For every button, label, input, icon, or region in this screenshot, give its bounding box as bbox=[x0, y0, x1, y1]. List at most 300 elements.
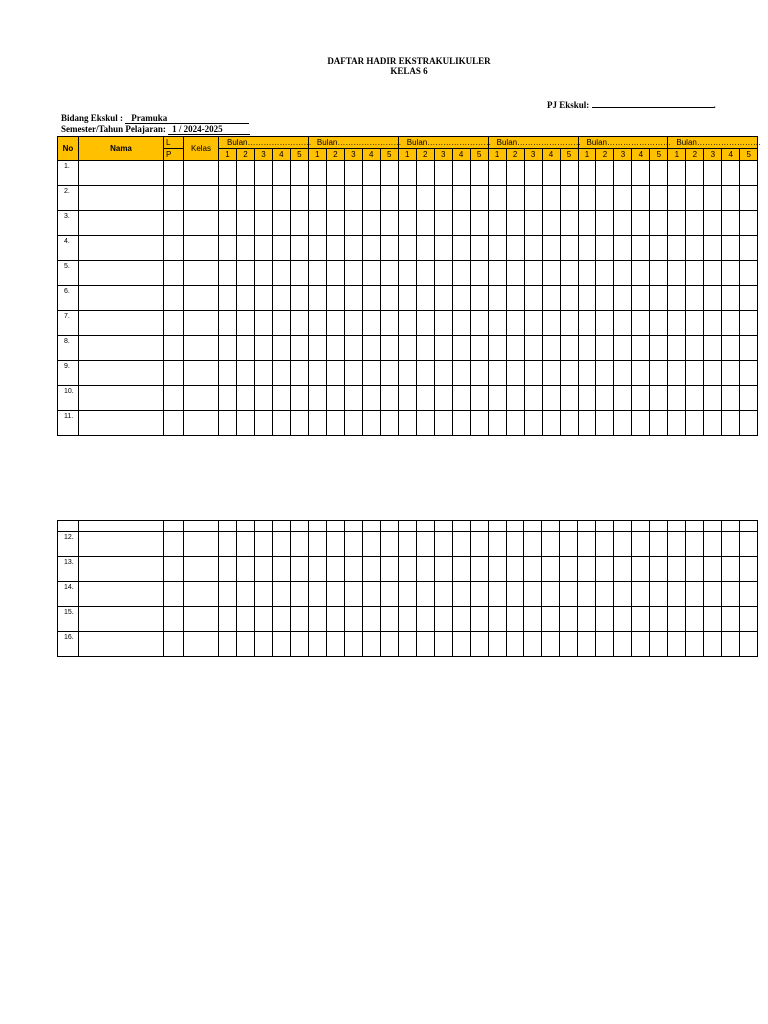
blank-cell bbox=[614, 521, 632, 532]
name-cell bbox=[79, 411, 164, 436]
week-header: 1 bbox=[308, 149, 326, 161]
attendance-cell bbox=[704, 386, 722, 411]
attendance-cell bbox=[452, 532, 470, 557]
attendance-cell bbox=[452, 286, 470, 311]
attendance-cell bbox=[254, 211, 272, 236]
attendance-cell bbox=[578, 161, 596, 186]
attendance-cell bbox=[254, 557, 272, 582]
gender-cell bbox=[164, 532, 184, 557]
col-no-header: No bbox=[58, 137, 79, 161]
attendance-cell bbox=[704, 211, 722, 236]
attendance-cell bbox=[542, 411, 560, 436]
attendance-cell bbox=[506, 211, 524, 236]
attendance-cell bbox=[236, 336, 254, 361]
attendance-cell bbox=[722, 161, 740, 186]
attendance-cell bbox=[668, 361, 686, 386]
week-header: 5 bbox=[740, 149, 758, 161]
attendance-cell bbox=[614, 557, 632, 582]
week-header: 2 bbox=[506, 149, 524, 161]
class-cell bbox=[184, 557, 219, 582]
gender-cell bbox=[164, 211, 184, 236]
attendance-cell bbox=[668, 582, 686, 607]
attendance-cell bbox=[686, 236, 704, 261]
attendance-cell bbox=[219, 632, 237, 657]
class-cell bbox=[184, 286, 219, 311]
attendance-cell bbox=[290, 582, 308, 607]
row-number: 5. bbox=[58, 261, 79, 286]
table-row bbox=[58, 557, 758, 582]
class-cell bbox=[184, 411, 219, 436]
week-header: 1 bbox=[668, 149, 686, 161]
attendance-cell bbox=[344, 632, 362, 657]
attendance-cell bbox=[614, 161, 632, 186]
attendance-cell bbox=[578, 211, 596, 236]
blank-cell bbox=[416, 521, 434, 532]
gender-cell bbox=[164, 311, 184, 336]
attendance-cell bbox=[272, 311, 290, 336]
attendance-cell bbox=[416, 311, 434, 336]
attendance-cell bbox=[254, 336, 272, 361]
attendance-cell bbox=[488, 632, 506, 657]
attendance-cell bbox=[632, 236, 650, 261]
blank-cell bbox=[668, 521, 686, 532]
attendance-cell bbox=[740, 582, 758, 607]
attendance-cell bbox=[578, 236, 596, 261]
attendance-cell bbox=[380, 261, 398, 286]
attendance-cell bbox=[362, 236, 380, 261]
blank-cell bbox=[740, 521, 758, 532]
attendance-cell bbox=[488, 557, 506, 582]
attendance-cell bbox=[308, 161, 326, 186]
attendance-cell bbox=[614, 632, 632, 657]
name-cell bbox=[79, 186, 164, 211]
attendance-cell bbox=[542, 582, 560, 607]
attendance-cell bbox=[488, 186, 506, 211]
attendance-cell bbox=[219, 186, 237, 211]
attendance-cell bbox=[668, 286, 686, 311]
class-cell bbox=[184, 361, 219, 386]
attendance-cell bbox=[740, 186, 758, 211]
attendance-cell bbox=[470, 607, 488, 632]
attendance-cell bbox=[542, 632, 560, 657]
attendance-cell bbox=[542, 532, 560, 557]
attendance-cell bbox=[542, 186, 560, 211]
attendance-cell bbox=[722, 311, 740, 336]
attendance-cell bbox=[344, 186, 362, 211]
attendance-cell bbox=[542, 361, 560, 386]
class-cell bbox=[184, 311, 219, 336]
table-row bbox=[58, 582, 758, 607]
attendance-cell bbox=[722, 607, 740, 632]
gender-cell bbox=[164, 582, 184, 607]
week-header: 2 bbox=[236, 149, 254, 161]
attendance-cell bbox=[398, 361, 416, 386]
attendance-cell bbox=[290, 532, 308, 557]
attendance-cell bbox=[416, 186, 434, 211]
attendance-cell bbox=[236, 161, 254, 186]
attendance-cell bbox=[398, 607, 416, 632]
blank-cell bbox=[524, 521, 542, 532]
attendance-cell bbox=[506, 386, 524, 411]
attendance-cell bbox=[488, 386, 506, 411]
attendance-cell bbox=[740, 236, 758, 261]
attendance-cell bbox=[290, 557, 308, 582]
attendance-cell bbox=[452, 336, 470, 361]
class-cell bbox=[184, 336, 219, 361]
attendance-cell bbox=[542, 261, 560, 286]
row-number: 13. bbox=[58, 557, 79, 582]
attendance-cell bbox=[380, 186, 398, 211]
attendance-cell bbox=[290, 161, 308, 186]
blank-cell bbox=[308, 521, 326, 532]
table-row bbox=[58, 607, 758, 632]
attendance-cell bbox=[650, 286, 668, 311]
week-header: 1 bbox=[398, 149, 416, 161]
attendance-cell bbox=[219, 236, 237, 261]
attendance-cell bbox=[236, 582, 254, 607]
attendance-cell bbox=[650, 557, 668, 582]
attendance-cell bbox=[632, 411, 650, 436]
attendance-cell bbox=[686, 336, 704, 361]
attendance-cell bbox=[704, 311, 722, 336]
attendance-cell bbox=[578, 261, 596, 286]
attendance-cell bbox=[470, 557, 488, 582]
attendance-cell bbox=[632, 557, 650, 582]
attendance-cell bbox=[362, 607, 380, 632]
attendance-cell bbox=[542, 336, 560, 361]
attendance-cell bbox=[686, 361, 704, 386]
row-number: 11. bbox=[58, 411, 79, 436]
attendance-cell bbox=[722, 386, 740, 411]
attendance-cell bbox=[272, 632, 290, 657]
blank-cell bbox=[650, 521, 668, 532]
attendance-cell bbox=[362, 161, 380, 186]
gender-cell bbox=[164, 557, 184, 582]
attendance-cell bbox=[219, 411, 237, 436]
attendance-cell bbox=[236, 261, 254, 286]
attendance-cell bbox=[704, 261, 722, 286]
attendance-cell bbox=[434, 161, 452, 186]
attendance-cell bbox=[362, 386, 380, 411]
gender-cell bbox=[164, 411, 184, 436]
attendance-cell bbox=[668, 411, 686, 436]
attendance-cell bbox=[308, 186, 326, 211]
attendance-cell bbox=[506, 161, 524, 186]
table-row bbox=[58, 161, 758, 186]
col-nama-header: Nama bbox=[79, 137, 164, 161]
row-number: 12. bbox=[58, 532, 79, 557]
row-number: 7. bbox=[58, 311, 79, 336]
semester-value: 1 / 2024-2025 bbox=[168, 124, 250, 135]
attendance-cell bbox=[740, 607, 758, 632]
week-header: 4 bbox=[722, 149, 740, 161]
attendance-cell bbox=[219, 532, 237, 557]
attendance-cell bbox=[686, 582, 704, 607]
attendance-cell bbox=[452, 582, 470, 607]
attendance-cell bbox=[560, 532, 578, 557]
attendance-cell bbox=[722, 532, 740, 557]
attendance-cell bbox=[578, 286, 596, 311]
attendance-cell bbox=[236, 236, 254, 261]
attendance-cell bbox=[416, 261, 434, 286]
attendance-cell bbox=[740, 386, 758, 411]
table-row bbox=[58, 361, 758, 386]
attendance-cell bbox=[506, 361, 524, 386]
week-header: 3 bbox=[254, 149, 272, 161]
attendance-cell bbox=[362, 286, 380, 311]
attendance-cell bbox=[704, 411, 722, 436]
attendance-cell bbox=[578, 311, 596, 336]
gender-cell bbox=[164, 236, 184, 261]
row-number: 16. bbox=[58, 632, 79, 657]
attendance-cell bbox=[398, 632, 416, 657]
attendance-cell bbox=[632, 386, 650, 411]
attendance-cell bbox=[488, 236, 506, 261]
attendance-cell bbox=[686, 286, 704, 311]
week-header: 4 bbox=[272, 149, 290, 161]
attendance-cell bbox=[398, 286, 416, 311]
name-cell bbox=[79, 582, 164, 607]
attendance-cell bbox=[668, 186, 686, 211]
attendance-cell bbox=[380, 582, 398, 607]
blank-cell bbox=[398, 521, 416, 532]
class-cell bbox=[184, 261, 219, 286]
attendance-cell bbox=[722, 361, 740, 386]
blank-cell bbox=[362, 521, 380, 532]
name-cell bbox=[79, 607, 164, 632]
attendance-cell bbox=[722, 236, 740, 261]
attendance-cell bbox=[632, 532, 650, 557]
attendance-cell bbox=[254, 361, 272, 386]
attendance-cell bbox=[614, 386, 632, 411]
attendance-cell bbox=[650, 186, 668, 211]
attendance-cell bbox=[272, 336, 290, 361]
attendance-cell bbox=[560, 557, 578, 582]
pj-label: PJ Ekskul: bbox=[547, 100, 590, 110]
attendance-cell bbox=[254, 532, 272, 557]
attendance-cell bbox=[596, 607, 614, 632]
attendance-cell bbox=[632, 186, 650, 211]
attendance-cell bbox=[632, 261, 650, 286]
week-header: 5 bbox=[560, 149, 578, 161]
blank-cell bbox=[219, 521, 237, 532]
attendance-cell bbox=[578, 386, 596, 411]
attendance-cell bbox=[272, 411, 290, 436]
attendance-cell bbox=[470, 336, 488, 361]
attendance-cell bbox=[326, 632, 344, 657]
name-cell bbox=[79, 532, 164, 557]
attendance-cell bbox=[614, 532, 632, 557]
attendance-cell bbox=[578, 557, 596, 582]
attendance-cell bbox=[344, 386, 362, 411]
attendance-cell bbox=[686, 311, 704, 336]
attendance-cell bbox=[650, 532, 668, 557]
gender-cell bbox=[164, 361, 184, 386]
attendance-cell bbox=[344, 311, 362, 336]
pj-suffix: . bbox=[713, 100, 716, 110]
attendance-cell bbox=[650, 411, 668, 436]
attendance-cell bbox=[362, 311, 380, 336]
attendance-cell bbox=[236, 607, 254, 632]
gender-cell bbox=[164, 161, 184, 186]
attendance-cell bbox=[344, 286, 362, 311]
attendance-cell bbox=[362, 336, 380, 361]
attendance-cell bbox=[290, 186, 308, 211]
week-header: 5 bbox=[650, 149, 668, 161]
attendance-cell bbox=[542, 311, 560, 336]
attendance-cell bbox=[434, 582, 452, 607]
attendance-cell bbox=[542, 557, 560, 582]
attendance-cell bbox=[560, 582, 578, 607]
attendance-cell bbox=[704, 607, 722, 632]
attendance-cell bbox=[632, 161, 650, 186]
attendance-cell bbox=[290, 236, 308, 261]
attendance-cell bbox=[560, 361, 578, 386]
attendance-cell bbox=[596, 582, 614, 607]
attendance-cell bbox=[524, 411, 542, 436]
attendance-cell bbox=[524, 607, 542, 632]
attendance-cell bbox=[578, 532, 596, 557]
attendance-cell bbox=[686, 557, 704, 582]
attendance-cell bbox=[290, 261, 308, 286]
attendance-cell bbox=[578, 361, 596, 386]
attendance-cell bbox=[668, 261, 686, 286]
bidang-value: Pramuka bbox=[125, 113, 249, 124]
col-kelas-header: Kelas bbox=[184, 137, 219, 161]
attendance-cell bbox=[578, 582, 596, 607]
week-header: 3 bbox=[614, 149, 632, 161]
attendance-cell bbox=[506, 632, 524, 657]
attendance-cell bbox=[416, 386, 434, 411]
attendance-cell bbox=[650, 336, 668, 361]
attendance-cell bbox=[578, 336, 596, 361]
attendance-cell bbox=[434, 361, 452, 386]
attendance-cell bbox=[578, 607, 596, 632]
attendance-cell bbox=[686, 161, 704, 186]
attendance-cell bbox=[560, 161, 578, 186]
name-cell bbox=[79, 161, 164, 186]
attendance-cell bbox=[219, 161, 237, 186]
attendance-cell bbox=[398, 411, 416, 436]
attendance-cell bbox=[668, 161, 686, 186]
month-header: Bulan…………………… bbox=[308, 137, 398, 149]
attendance-cell bbox=[416, 532, 434, 557]
attendance-cell bbox=[650, 211, 668, 236]
blank-cell bbox=[434, 521, 452, 532]
attendance-cell bbox=[254, 236, 272, 261]
name-cell bbox=[79, 311, 164, 336]
attendance-cell bbox=[398, 261, 416, 286]
attendance-cell bbox=[542, 211, 560, 236]
attendance-cell bbox=[219, 582, 237, 607]
attendance-cell bbox=[596, 386, 614, 411]
attendance-cell bbox=[272, 557, 290, 582]
attendance-cell bbox=[236, 361, 254, 386]
attendance-cell bbox=[308, 386, 326, 411]
attendance-cell bbox=[722, 336, 740, 361]
attendance-cell bbox=[650, 236, 668, 261]
attendance-cell bbox=[434, 311, 452, 336]
gender-cell bbox=[164, 632, 184, 657]
attendance-cell bbox=[740, 557, 758, 582]
attendance-cell bbox=[308, 336, 326, 361]
blank-cell bbox=[344, 521, 362, 532]
attendance-cell bbox=[380, 311, 398, 336]
attendance-cell bbox=[290, 336, 308, 361]
attendance-cell bbox=[308, 311, 326, 336]
attendance-cell bbox=[326, 532, 344, 557]
attendance-cell bbox=[650, 607, 668, 632]
col-l-header: L bbox=[164, 137, 184, 149]
attendance-cell bbox=[308, 361, 326, 386]
attendance-cell bbox=[488, 532, 506, 557]
attendance-cell bbox=[632, 582, 650, 607]
attendance-cell bbox=[506, 557, 524, 582]
blank-cell bbox=[290, 521, 308, 532]
attendance-cell bbox=[632, 632, 650, 657]
attendance-cell bbox=[452, 386, 470, 411]
attendance-cell bbox=[452, 632, 470, 657]
attendance-cell bbox=[722, 632, 740, 657]
attendance-cell bbox=[362, 582, 380, 607]
attendance-cell bbox=[308, 236, 326, 261]
attendance-cell bbox=[344, 261, 362, 286]
attendance-cell bbox=[578, 186, 596, 211]
attendance-cell bbox=[668, 336, 686, 361]
pj-blank-line bbox=[592, 99, 714, 108]
attendance-cell bbox=[668, 557, 686, 582]
attendance-cell bbox=[416, 557, 434, 582]
row-number: 8. bbox=[58, 336, 79, 361]
attendance-cell bbox=[650, 161, 668, 186]
attendance-cell bbox=[326, 236, 344, 261]
attendance-cell bbox=[308, 582, 326, 607]
attendance-cell bbox=[236, 557, 254, 582]
attendance-cell bbox=[219, 386, 237, 411]
attendance-cell bbox=[524, 211, 542, 236]
attendance-cell bbox=[650, 386, 668, 411]
attendance-cell bbox=[452, 411, 470, 436]
attendance-cell bbox=[686, 607, 704, 632]
attendance-cell bbox=[308, 411, 326, 436]
row-number: 6. bbox=[58, 286, 79, 311]
attendance-cell bbox=[542, 386, 560, 411]
attendance-cell bbox=[668, 386, 686, 411]
attendance-cell bbox=[524, 361, 542, 386]
col-p-header: P bbox=[164, 149, 184, 161]
attendance-cell bbox=[614, 261, 632, 286]
week-header: 4 bbox=[362, 149, 380, 161]
attendance-cell bbox=[254, 261, 272, 286]
attendance-cell bbox=[254, 286, 272, 311]
name-cell bbox=[79, 361, 164, 386]
attendance-cell bbox=[416, 361, 434, 386]
attendance-cell bbox=[416, 236, 434, 261]
table-row bbox=[58, 186, 758, 211]
attendance-cell bbox=[254, 386, 272, 411]
attendance-cell bbox=[668, 632, 686, 657]
attendance-cell bbox=[704, 236, 722, 261]
blank-cell bbox=[596, 521, 614, 532]
attendance-cell bbox=[506, 311, 524, 336]
table-row bbox=[58, 261, 758, 286]
attendance-cell bbox=[452, 161, 470, 186]
attendance-cell bbox=[488, 311, 506, 336]
month-header: Bulan…………………… bbox=[398, 137, 488, 149]
gender-cell bbox=[164, 336, 184, 361]
attendance-cell bbox=[272, 532, 290, 557]
gender-cell bbox=[164, 186, 184, 211]
